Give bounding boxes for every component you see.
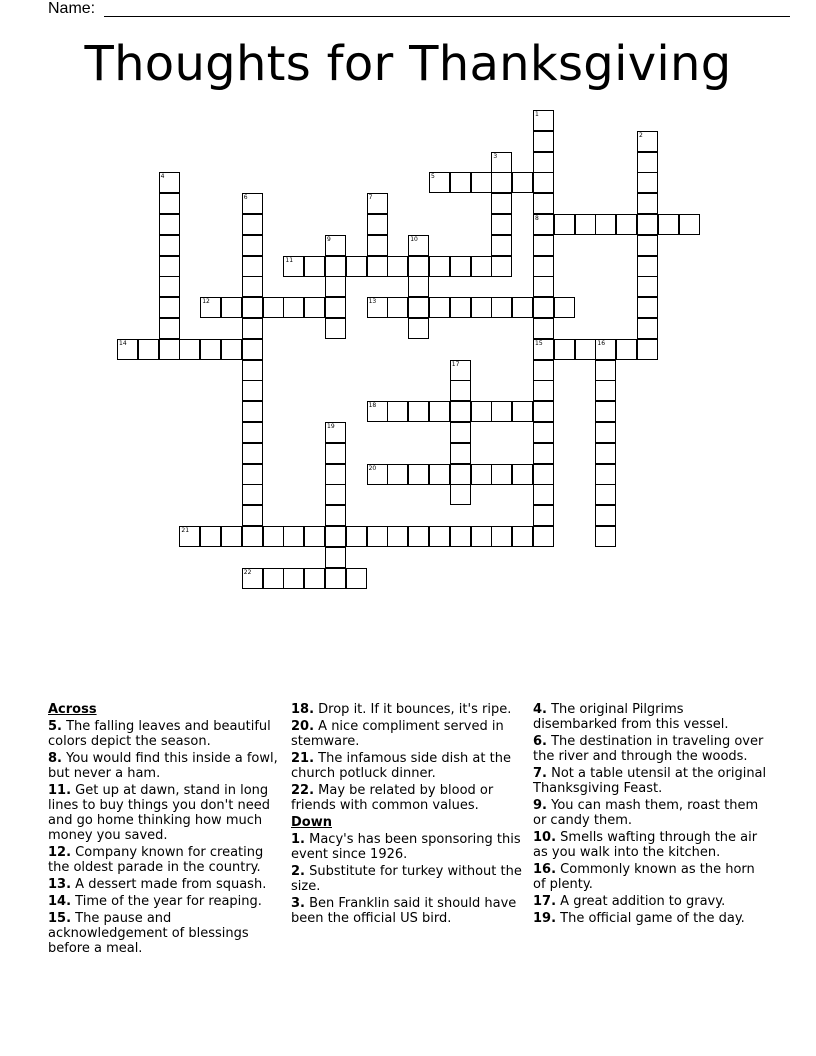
grid-cell[interactable] — [242, 443, 263, 464]
grid-cell[interactable] — [242, 214, 263, 235]
clue-across-12 — [48, 845, 280, 875]
grid-cell[interactable] — [367, 464, 388, 485]
across-heading: Across — [48, 702, 97, 717]
clue-text: The official game of the day. — [556, 911, 745, 926]
grid-cell[interactable] — [304, 526, 325, 547]
grid-cell[interactable] — [242, 276, 263, 297]
grid-cell[interactable] — [554, 339, 575, 360]
grid-cell[interactable] — [575, 339, 596, 360]
clue-text: Get up at dawn, stand in long lines to buy things you don't need and go home thinking how much money you saved. — [48, 783, 270, 843]
grid-cell[interactable] — [325, 276, 346, 297]
grid-cell[interactable] — [346, 526, 367, 547]
grid-cell[interactable] — [242, 505, 263, 526]
grid-cell[interactable] — [367, 193, 388, 214]
grid-cell[interactable] — [491, 152, 512, 173]
grid-cell[interactable] — [491, 235, 512, 256]
clue-column-1 — [48, 702, 280, 958]
grid-cell[interactable] — [159, 339, 180, 360]
grid-cell[interactable] — [595, 422, 616, 443]
grid-cell[interactable] — [387, 256, 408, 277]
grid-cell[interactable] — [242, 464, 263, 485]
clue-text: The pause and acknowledgement of blessings before a meal. — [48, 911, 249, 956]
grid-cell[interactable] — [491, 193, 512, 214]
grid-cell[interactable] — [242, 401, 263, 422]
grid-cell[interactable] — [283, 526, 304, 547]
grid-cell[interactable] — [595, 505, 616, 526]
grid-cell[interactable] — [242, 526, 263, 547]
grid-cell[interactable] — [512, 172, 533, 193]
grid-cell[interactable] — [429, 297, 450, 318]
cell-number: 2 — [639, 131, 643, 139]
clue-text: The destination in traveling over the river and through the woods. — [533, 734, 764, 764]
clue-number: 1. — [291, 832, 305, 847]
clue-number: 21. — [291, 751, 315, 766]
grid-cell[interactable] — [367, 214, 388, 235]
grid-cell[interactable] — [283, 256, 304, 277]
grid-cell[interactable] — [471, 297, 492, 318]
clue-number: 13. — [48, 877, 72, 892]
cell-number: 11 — [285, 256, 294, 264]
clue-number: 10. — [533, 830, 557, 845]
cell-number: 16 — [597, 339, 606, 347]
grid-cell[interactable] — [159, 297, 180, 318]
grid-cell[interactable] — [637, 193, 658, 214]
grid-cell[interactable] — [159, 214, 180, 235]
grid-cell[interactable] — [325, 235, 346, 256]
cell-number: 18 — [368, 402, 377, 410]
cell-number: 6 — [243, 194, 248, 202]
grid-cell[interactable] — [408, 401, 429, 422]
clue-number: 5. — [48, 719, 62, 734]
grid-cell[interactable] — [325, 547, 346, 568]
grid-cell[interactable] — [533, 172, 554, 193]
clue-across-8 — [48, 751, 280, 781]
grid-cell[interactable] — [595, 443, 616, 464]
grid-cell[interactable] — [159, 193, 180, 214]
clue-across-14 — [48, 894, 280, 909]
grid-cell[interactable] — [367, 526, 388, 547]
grid-cell[interactable] — [408, 526, 429, 547]
grid-cell[interactable] — [242, 193, 263, 214]
cell-number: 5 — [431, 173, 435, 181]
grid-cell[interactable] — [491, 464, 512, 485]
grid-cell[interactable] — [450, 526, 471, 547]
grid-cell[interactable] — [595, 464, 616, 485]
clue-across-5 — [48, 719, 280, 749]
grid-cell[interactable] — [429, 172, 450, 193]
cell-number: 15 — [535, 339, 543, 347]
grid-cell[interactable] — [595, 214, 616, 235]
grid-cell[interactable] — [533, 464, 554, 485]
clue-text: Smells wafting through the air as you walk into the kitchen. — [533, 830, 758, 860]
clue-number: 20. — [291, 719, 315, 734]
cell-number: 7 — [368, 194, 373, 202]
grid-cell[interactable] — [533, 526, 554, 547]
grid-cell[interactable] — [325, 568, 346, 589]
clue-text: Time of the year for reaping. — [71, 894, 262, 909]
grid-cell[interactable] — [221, 526, 242, 547]
grid-cell[interactable] — [367, 297, 388, 318]
cell-number: 8 — [535, 215, 539, 222]
grid-cell[interactable] — [242, 318, 263, 339]
clue-number: 14. — [48, 894, 72, 909]
grid-cell[interactable] — [512, 297, 533, 318]
grid-cell[interactable] — [637, 339, 658, 360]
grid-cell[interactable] — [491, 297, 512, 318]
grid-cell[interactable] — [408, 297, 429, 318]
grid-cell[interactable] — [533, 422, 554, 443]
clue-across-11 — [48, 783, 280, 843]
grid-cell[interactable] — [408, 256, 429, 277]
grid-cell[interactable] — [471, 172, 492, 193]
grid-cell[interactable] — [533, 505, 554, 526]
clue-number: 12. — [48, 845, 72, 860]
grid-cell[interactable] — [450, 380, 471, 401]
grid-cell[interactable] — [304, 568, 325, 589]
grid-cell[interactable] — [533, 297, 554, 318]
clue-text: The falling leaves and beautiful colors depict the season. — [48, 719, 271, 749]
grid-cell[interactable] — [408, 318, 429, 339]
grid-cell[interactable] — [263, 568, 284, 589]
grid-cell[interactable] — [637, 131, 658, 152]
clue-number: 16. — [533, 862, 557, 877]
grid-cell[interactable] — [491, 256, 512, 277]
clue-number: 22. — [291, 783, 315, 798]
clue-down-19 — [533, 911, 769, 926]
grid-cell[interactable] — [533, 256, 554, 277]
grid-cell[interactable] — [325, 422, 346, 443]
clue-text: May be related by blood or friends with common values. — [291, 783, 494, 813]
clue-number: 17. — [533, 894, 557, 909]
clue-number: 3. — [291, 896, 305, 911]
grid-cell[interactable] — [450, 484, 471, 505]
clue-across-22 — [291, 783, 523, 813]
grid-cell[interactable] — [429, 526, 450, 547]
grid-cell[interactable] — [491, 401, 512, 422]
grid-cell[interactable] — [616, 214, 637, 235]
cell-number: 20 — [368, 464, 377, 472]
grid-cell[interactable] — [450, 172, 471, 193]
grid-cell[interactable] — [595, 380, 616, 401]
grid-cell[interactable] — [637, 235, 658, 256]
grid-cell[interactable] — [387, 297, 408, 318]
grid-cell[interactable] — [138, 339, 159, 360]
grid-cell[interactable] — [325, 297, 346, 318]
grid-cell[interactable] — [595, 484, 616, 505]
clue-number: 6. — [533, 734, 547, 749]
grid-cell[interactable] — [533, 318, 554, 339]
cell-number: 3 — [493, 152, 498, 160]
grid-cell[interactable] — [159, 276, 180, 297]
grid-cell[interactable] — [471, 464, 492, 485]
grid-cell[interactable] — [471, 401, 492, 422]
grid-cell[interactable] — [491, 214, 512, 235]
clue-down-17 — [533, 894, 769, 909]
grid-cell[interactable] — [200, 339, 221, 360]
grid-cell[interactable] — [512, 401, 533, 422]
clue-text: A great addition to gravy. — [556, 894, 726, 909]
clue-text: Ben Franklin said it should have been the official US bird. — [291, 896, 517, 926]
grid-cell[interactable] — [325, 526, 346, 547]
grid-cell[interactable] — [242, 568, 263, 589]
grid-cell[interactable] — [387, 464, 408, 485]
grid-cell[interactable] — [450, 297, 471, 318]
clue-across-18 — [291, 702, 523, 717]
grid-cell[interactable] — [242, 422, 263, 443]
grid-cell[interactable] — [679, 214, 700, 235]
clue-column-3 — [533, 702, 769, 928]
grid-cell[interactable] — [242, 380, 263, 401]
clue-text: Macy's has been sponsoring this event since 1926. — [291, 832, 521, 862]
grid-cell[interactable] — [595, 526, 616, 547]
clue-number: 11. — [48, 783, 72, 798]
grid-cell[interactable] — [512, 464, 533, 485]
clue-column-2 — [291, 702, 523, 928]
cell-number: 14 — [119, 339, 127, 347]
grid-cell[interactable] — [242, 360, 263, 381]
grid-cell[interactable] — [595, 339, 616, 360]
grid-cell[interactable] — [325, 318, 346, 339]
grid-cell[interactable] — [117, 339, 138, 360]
clue-down-10 — [533, 830, 769, 860]
clue-down-1 — [291, 832, 523, 862]
grid-cell[interactable] — [304, 297, 325, 318]
clue-across-21 — [291, 751, 523, 781]
grid-cell[interactable] — [242, 235, 263, 256]
clue-text: A dessert made from squash. — [71, 877, 267, 892]
grid-cell[interactable] — [450, 443, 471, 464]
cell-number: 22 — [243, 568, 252, 576]
grid-cell[interactable] — [283, 568, 304, 589]
grid-cell[interactable] — [429, 464, 450, 485]
grid-cell[interactable] — [491, 526, 512, 547]
grid-cell[interactable] — [533, 131, 554, 152]
clue-number: 18. — [291, 702, 315, 717]
grid-cell[interactable] — [263, 297, 284, 318]
clue-number: 19. — [533, 911, 557, 926]
grid-cell[interactable] — [242, 297, 263, 318]
clue-number: 7. — [533, 766, 547, 781]
grid-cell[interactable] — [595, 360, 616, 381]
grid-cell[interactable] — [533, 152, 554, 173]
cell-number: 4 — [160, 173, 165, 181]
grid-cell[interactable] — [429, 256, 450, 277]
clue-down-9 — [533, 798, 769, 828]
clue-down-4 — [533, 702, 769, 732]
clue-number: 4. — [533, 702, 547, 717]
cell-number: 1 — [535, 111, 539, 118]
clue-number: 2. — [291, 864, 305, 879]
grid-cell[interactable] — [471, 526, 492, 547]
grid-cell[interactable] — [221, 339, 242, 360]
grid-cell[interactable] — [637, 214, 658, 235]
grid-cell[interactable] — [554, 214, 575, 235]
grid-cell[interactable] — [200, 526, 221, 547]
grid-cell[interactable] — [179, 526, 200, 547]
cell-number: 17 — [451, 360, 460, 368]
grid-cell[interactable] — [450, 401, 471, 422]
name-label: Name: — [48, 0, 96, 17]
clue-number: 9. — [533, 798, 547, 813]
clue-down-7 — [533, 766, 769, 796]
grid-cell[interactable] — [304, 256, 325, 277]
clue-text: A nice compliment served in stemware. — [291, 719, 504, 749]
clue-down-16 — [533, 862, 769, 892]
grid-cell[interactable] — [637, 318, 658, 339]
grid-cell[interactable] — [575, 214, 596, 235]
grid-cell[interactable] — [408, 276, 429, 297]
grid-cell[interactable] — [533, 110, 554, 131]
clue-down-2 — [291, 864, 523, 894]
grid-cell[interactable] — [616, 339, 637, 360]
grid-cell[interactable] — [637, 297, 658, 318]
grid-cell[interactable] — [450, 360, 471, 381]
grid-cell[interactable] — [221, 297, 242, 318]
grid-cell[interactable] — [242, 339, 263, 360]
grid-cell[interactable] — [346, 568, 367, 589]
clue-across-13 — [48, 877, 280, 892]
grid-cell[interactable] — [533, 193, 554, 214]
page-title: Thoughts for Thanksgiving — [84, 36, 732, 92]
cell-number: 13 — [368, 298, 377, 306]
clue-across-15 — [48, 911, 280, 956]
grid-cell[interactable] — [200, 297, 221, 318]
grid-cell[interactable] — [637, 276, 658, 297]
grid-cell[interactable] — [367, 401, 388, 422]
cell-number: 21 — [181, 527, 190, 534]
grid-cell[interactable] — [533, 484, 554, 505]
grid-cell[interactable] — [159, 172, 180, 193]
clue-text: Substitute for turkey without the size. — [291, 864, 522, 894]
grid-cell[interactable] — [450, 256, 471, 277]
clue-across-20 — [291, 719, 523, 749]
grid-cell[interactable] — [325, 505, 346, 526]
grid-cell[interactable] — [533, 380, 554, 401]
clue-text: You would find this inside a fowl, but never a ham. — [48, 751, 278, 781]
grid-cell[interactable] — [554, 297, 575, 318]
grid-cell[interactable] — [637, 172, 658, 193]
grid-cell[interactable] — [159, 318, 180, 339]
grid-cell[interactable] — [533, 360, 554, 381]
grid-cell[interactable] — [408, 235, 429, 256]
clue-text: Drop it. If it bounces, it's ripe. — [314, 702, 512, 717]
grid-cell[interactable] — [367, 235, 388, 256]
clue-number: 15. — [48, 911, 72, 926]
grid-cell[interactable] — [325, 256, 346, 277]
grid-cell[interactable] — [242, 256, 263, 277]
cell-number: 19 — [327, 423, 335, 430]
grid-cell[interactable] — [387, 401, 408, 422]
clue-down-3 — [291, 896, 523, 926]
cell-number: 10 — [410, 235, 418, 243]
clue-text: The original Pilgrims disembarked from this vessel. — [533, 702, 729, 732]
grid-cell[interactable] — [450, 464, 471, 485]
clue-number: 8. — [48, 751, 62, 766]
grid-cell[interactable] — [533, 235, 554, 256]
grid-cell[interactable] — [450, 422, 471, 443]
grid-cell[interactable] — [471, 256, 492, 277]
down-heading: Down — [291, 815, 332, 830]
grid-cell[interactable] — [159, 235, 180, 256]
grid-cell[interactable] — [533, 339, 554, 360]
grid-cell[interactable] — [533, 276, 554, 297]
grid-cell[interactable] — [346, 256, 367, 277]
grid-cell[interactable] — [387, 526, 408, 547]
grid-cell[interactable] — [159, 256, 180, 277]
clue-text: Commonly known as the horn of plenty. — [533, 862, 755, 892]
clue-text: You can mash them, roast them or candy them. — [533, 798, 759, 828]
grid-cell[interactable] — [429, 401, 450, 422]
cell-number: 9 — [327, 235, 331, 243]
clue-text: Not a table utensil at the original Thanksgiving Feast. — [533, 766, 767, 796]
grid-cell[interactable] — [491, 172, 512, 193]
grid-cell[interactable] — [637, 152, 658, 173]
grid-cell[interactable] — [242, 484, 263, 505]
grid-cell[interactable] — [637, 256, 658, 277]
grid-cell[interactable] — [325, 443, 346, 464]
cell-number: 12 — [202, 298, 210, 306]
clue-text: Company known for creating the oldest parade in the country. — [48, 845, 264, 875]
grid-cell[interactable] — [512, 526, 533, 547]
grid-cell[interactable] — [283, 297, 304, 318]
grid-cell[interactable] — [533, 401, 554, 422]
grid-cell[interactable] — [533, 443, 554, 464]
grid-cell[interactable] — [179, 339, 200, 360]
grid-cell[interactable] — [367, 256, 388, 277]
grid-cell[interactable] — [325, 484, 346, 505]
grid-cell[interactable] — [325, 464, 346, 485]
grid-cell[interactable] — [533, 214, 554, 235]
clue-down-6 — [533, 734, 769, 764]
clue-text: The infamous side dish at the church potluck dinner. — [291, 751, 511, 781]
grid-cell[interactable] — [595, 401, 616, 422]
grid-cell[interactable] — [408, 464, 429, 485]
grid-cell[interactable] — [658, 214, 679, 235]
grid-cell[interactable] — [263, 526, 284, 547]
